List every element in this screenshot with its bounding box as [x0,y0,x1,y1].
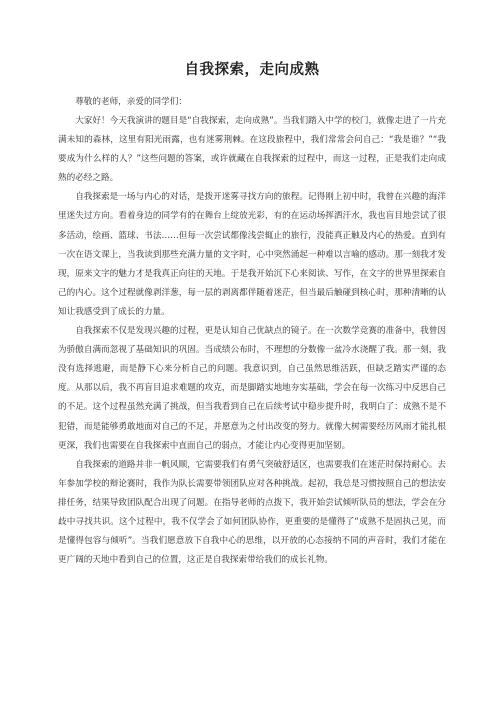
document-title: 自我探索，走向成熟 [184,62,320,78]
paragraph-2: 自我探索是一场与内心的对话，是拨开迷雾寻找方向的旅程。记得刚上初中时，我曾在兴趣的海洋里迷失过方向。看着身边的同学有的在舞台上绽放光彩，有的在运动场挥洒汗水，我也盲目地尝试了很多活动，绘画、篮球、书法……但每一次尝试都像浅尝辄止的旅行，没能真正触及内心的热爱。直到有一次在语文课上，当我读到那些充满力量的文字时，心中突然涌起一种难以言喻的感动。那一刻我才发现，原来文字的魅力才是我真正向往的天地。于是我开始沉下心来阅读、写作，在文字的世界里探索自己的内心。这个过程就像剥洋葱，每一层的剥离都伴随着迷茫，但当最后触碰到核心时，那种清晰的认知让我感受到了成长的力量。 [58,192,446,317]
document-page [58,60,446,570]
greeting: 尊敬的老师，亲爱的同学们： [75,97,187,107]
paragraph-1: 大家好！今天我演讲的题目是“自我探索，走向成熟”。当我们踏入中学的校门，就像走进了一片充满未知的森林，这里有阳光雨露，也有迷雾荆棘。在这段旅程中，我们常常会问自己：“我是谁？”“我要成为什么样的人？”这些问题的答案，或许就藏在自我探索的过程中，而这一过程，正是我们走向成熟的必经之路。 [58,116,446,184]
paragraph-3: 自我探索不仅是发现兴趣的过程，更是认知自己优缺点的镜子。在一次数学竞赛的准备中，我曾因为骄傲自满而忽视了基础知识的巩固。当成绩公布时，不理想的分数像一盆冷水浇醒了我。那一刻，我没有选择逃避，而是静下心来分析自己的问题。我意识到，自己虽然思维活跃，但缺乏踏实严谨的态度。从那以后，我不再盲目追求难题的攻克，而是脚踏实地地夯实基础，学会在每一次练习中反思自己的不足。这个过程虽然充满了挑战，但当我看到自己在后续考试中稳步提升时，我明白了：成熟不是不犯错，而是能够勇敢地面对自己的不足，并愿意为之付出改变的努力。就像大树需要经历风雨才能扎根更深，我们也需要在自我探索中直面自己的弱点，才能让内心变得更加坚韧。 [58,326,446,451]
paragraph-4: 自我探索的道路并非一帆风顺，它需要我们有勇气突破舒适区，也需要我们在迷茫时保持耐心。去年参加学校的辩论赛时，我作为队长需要带领团队应对各种挑战。起初，我总是习惯按照自己的想法安排任务，结果导致团队配合出现了问题。在指导老师的点拨下，我开始尝试倾听队员的想法，学会在分歧中寻找共识。这个过程中，我不仅学会了如何团队协作，更重要的是懂得了“成熟不是固执己见，而是懂得包容与倾听”。当我们愿意放下自我中心的思维，以开放的心态接纳不同的声音时，我们才能在更广阔的天地中看到自己的位置，这正是自我探索带给我们的成长礼物。 [58,459,446,566]
